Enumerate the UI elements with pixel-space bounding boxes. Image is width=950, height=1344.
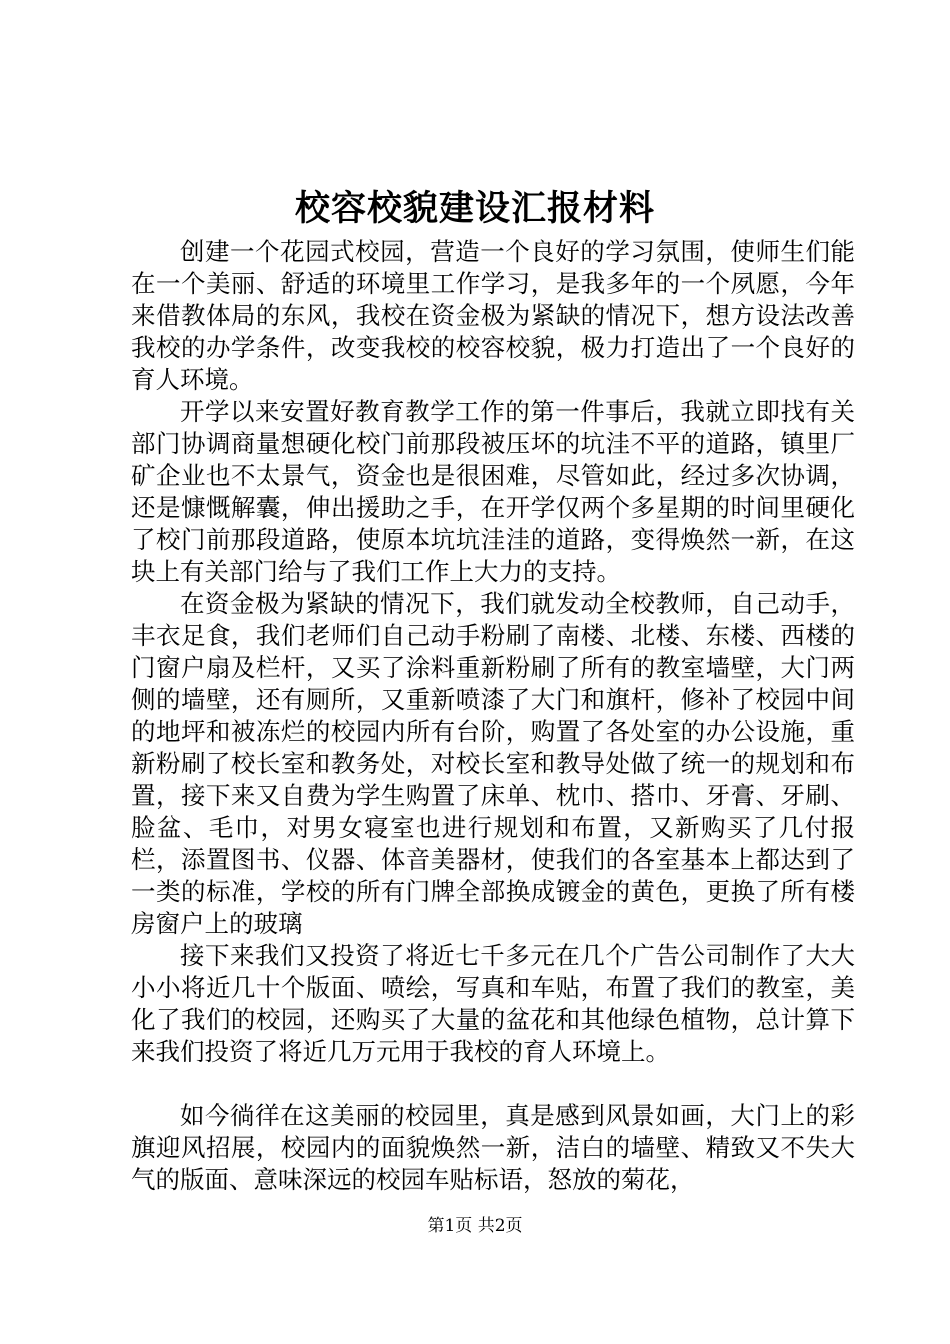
paragraph-3: 在资金极为紧缺的情况下，我们就发动全校教师，自己动手，丰衣足食，我们老师们自己动手粉刷了南楼、北楼、东楼、西楼的门窗户扇及栏杆，又买了涂料重新粉刷了所有的教室墙壁，大门两侧的墙壁，还有厕所，又重新喷漆了大门和旗杆，修补了校园中间的地坪和被冻烂的校园内所有台阶，购置了各处室的办公设施，重新粉刷了校长室和教务处，对校长室和教导处做了统一的规划和布置，接下来又自费为学生购置了床单、枕巾、搭巾、牙膏、牙刷、脸盆、毛巾，对男女寝室也进行规划和布置，又新购买了几付报栏，添置图书、仪器、体音美器材，使我们的各室基本上都达到了一类的标准，学校的所有门牌全部换成镀金的黄色，更换了所有楼房窗户上的玻璃 xyxy=(131,589,855,938)
paragraph-5: 如今徜徉在这美丽的校园里，真是感到风景如画，大门上的彩旗迎风招展，校园内的面貌焕然一新，洁白的墙壁、精致又不失大气的版面、意味深远的校园车贴标语，怒放的菊花， xyxy=(131,1101,855,1194)
paragraph-gap xyxy=(131,1068,855,1100)
paragraph-4: 接下来我们又投资了将近七千多元在几个广告公司制作了大大小小将近几十个版面、喷绘，写真和车贴，布置了我们的教室，美化了我们的校园，还购买了大量的盆花和其他绿色植物，总计算下来我们投资了将近几万元用于我校的育人环境上。 xyxy=(131,941,855,1066)
paragraph-2: 开学以来安置好教育教学工作的第一件事后，我就立即找有关部门协调商量想硬化校门前那段被压坏的坑洼不平的道路，镇里厂矿企业也不太景气，资金也是很困难，尽管如此，经过多次协调，还是慷慨解囊，伸出援助之手，在开学仅两个多星期的时间里硬化了校门前那段道路，使原本坑坑洼洼的道路，变得焕然一新，在这块上有关部门给与了我们工作上大力的支持。 xyxy=(131,397,855,586)
page-footer: 第1页 共2页 xyxy=(427,1216,523,1236)
document-title: 校容校貌建设汇报材料 xyxy=(294,188,655,229)
paragraph-1: 创建一个花园式校园，营造一个良好的学习氛围，使师生们能在一个美丽、舒适的环境里工作学习，是我多年的一个夙愿，今年来借教体局的东风，我校在资金极为紧缺的情况下，想方设法改善我校的办学条件，改变我校的校容校貌，极力打造出了一个良好的育人环境。 xyxy=(131,237,855,394)
document-body xyxy=(131,236,855,1196)
